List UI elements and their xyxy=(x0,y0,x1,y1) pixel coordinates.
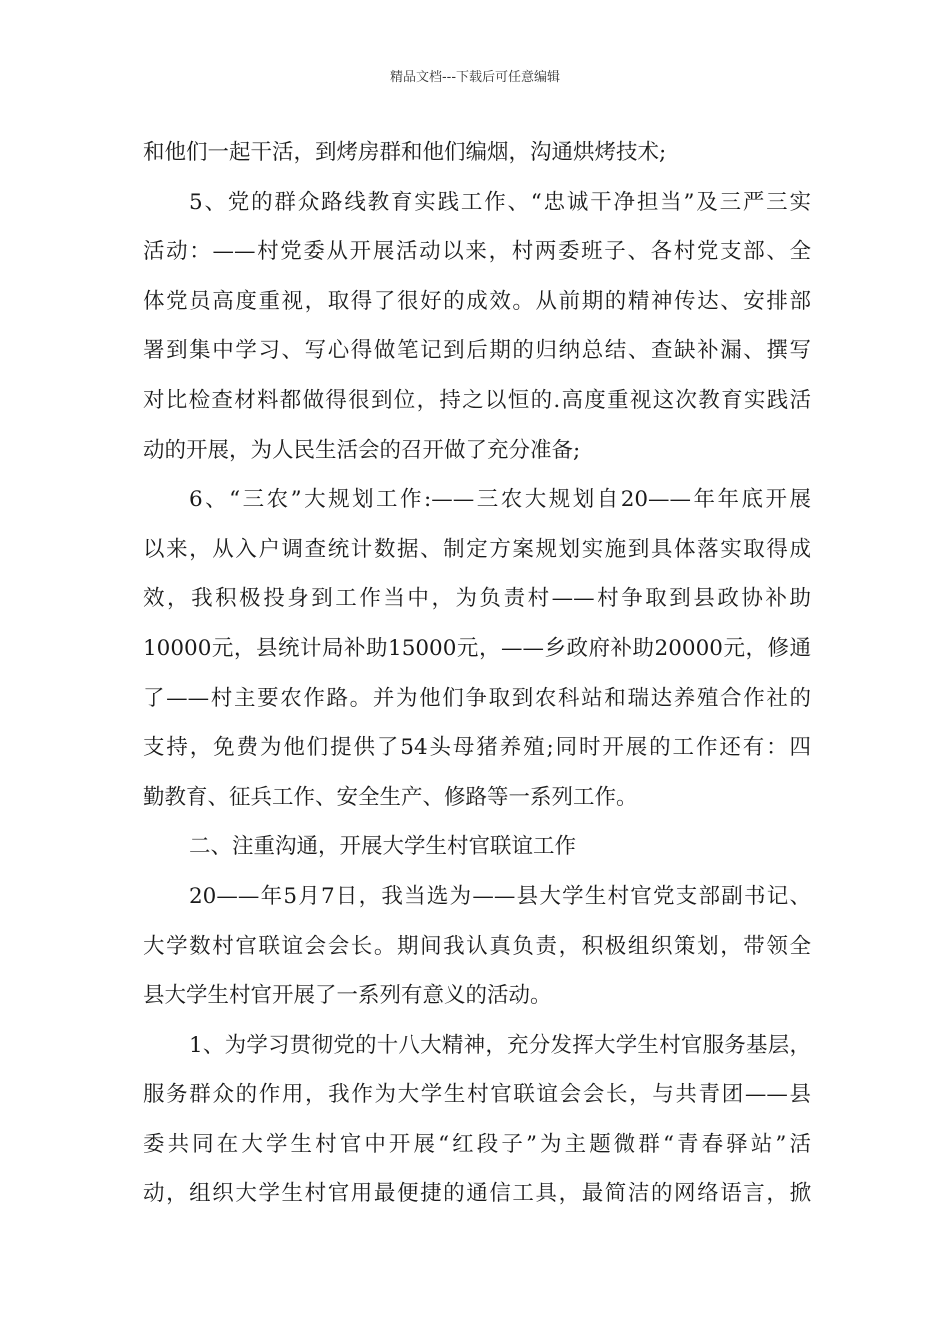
text-line: 大学数村官联谊会会长。期间我认真负责，积极组织策划，带领全 xyxy=(143,933,811,959)
text-line: 1、为学习贯彻党的十八大精神，充分发挥大学生村官服务基层， xyxy=(189,1032,811,1058)
document-body xyxy=(143,128,811,1219)
text-line: 县大学生村官开展了一系列有意义的活动。 xyxy=(143,983,552,1009)
text-line: 和他们一起干活，到烤房群和他们编烟，沟通烘烤技术; xyxy=(143,140,667,165)
text-line: 动，组织大学生村官用最便捷的通信工具，最简洁的网络语言，掀 xyxy=(143,1181,811,1207)
text-line: 对比检查材料都做得很到位，持之以恒的.高度重视这次教育实践活 xyxy=(143,387,811,413)
text-line: 委共同在大学生村官中开展“红段子”为主题微群“青春驿站”活 xyxy=(143,1131,811,1157)
text-line: 服务群众的作用，我作为大学生村官联谊会会长，与共青团——县 xyxy=(143,1082,811,1108)
text-line: 6、“三农”大规划工作:——三农大规划自20——年年底开展 xyxy=(189,487,811,513)
text-line: 了——村主要农作路。并为他们争取到农科站和瑞达养殖合作社的 xyxy=(143,685,811,711)
page-header: 精品文档---下载后可任意编辑 xyxy=(389,70,561,85)
text-line: 20——年5月7日，我当选为——县大学生村官党支部副书记、 xyxy=(189,883,811,909)
text-line: 动的开展，为人民生活会的召开做了充分准备; xyxy=(143,437,581,463)
text-line: 支持，免费为他们提供了54头母猪养殖;同时开展的工作还有：四 xyxy=(143,735,811,761)
text-line: 10000元，县统计局补助15000元，——乡政府补助20000元，修通 xyxy=(143,635,811,661)
text-line: 二、注重沟通，开展大学生村官联谊工作 xyxy=(189,834,577,860)
text-line: 5、党的群众路线教育实践工作、“忠诚干净担当”及三严三实 xyxy=(189,189,811,215)
text-line: 活动：——村党委从开展活动以来，村两委班子、各村党支部、全 xyxy=(143,239,811,265)
text-line: 体党员高度重视，取得了很好的成效。从前期的精神传达、安排部 xyxy=(143,288,811,314)
text-line: 效，我积极投身到工作当中，为负责村——村争取到县政协补助 xyxy=(143,586,811,612)
text-line: 署到集中学习、写心得做笔记到后期的归纳总结、查缺补漏、撰写 xyxy=(143,338,811,364)
text-line: 以来，从入户调查统计数据、制定方案规划实施到具体落实取得成 xyxy=(143,536,811,562)
text-line: 勤教育、征兵工作、安全生产、修路等一系列工作。 xyxy=(143,784,638,810)
